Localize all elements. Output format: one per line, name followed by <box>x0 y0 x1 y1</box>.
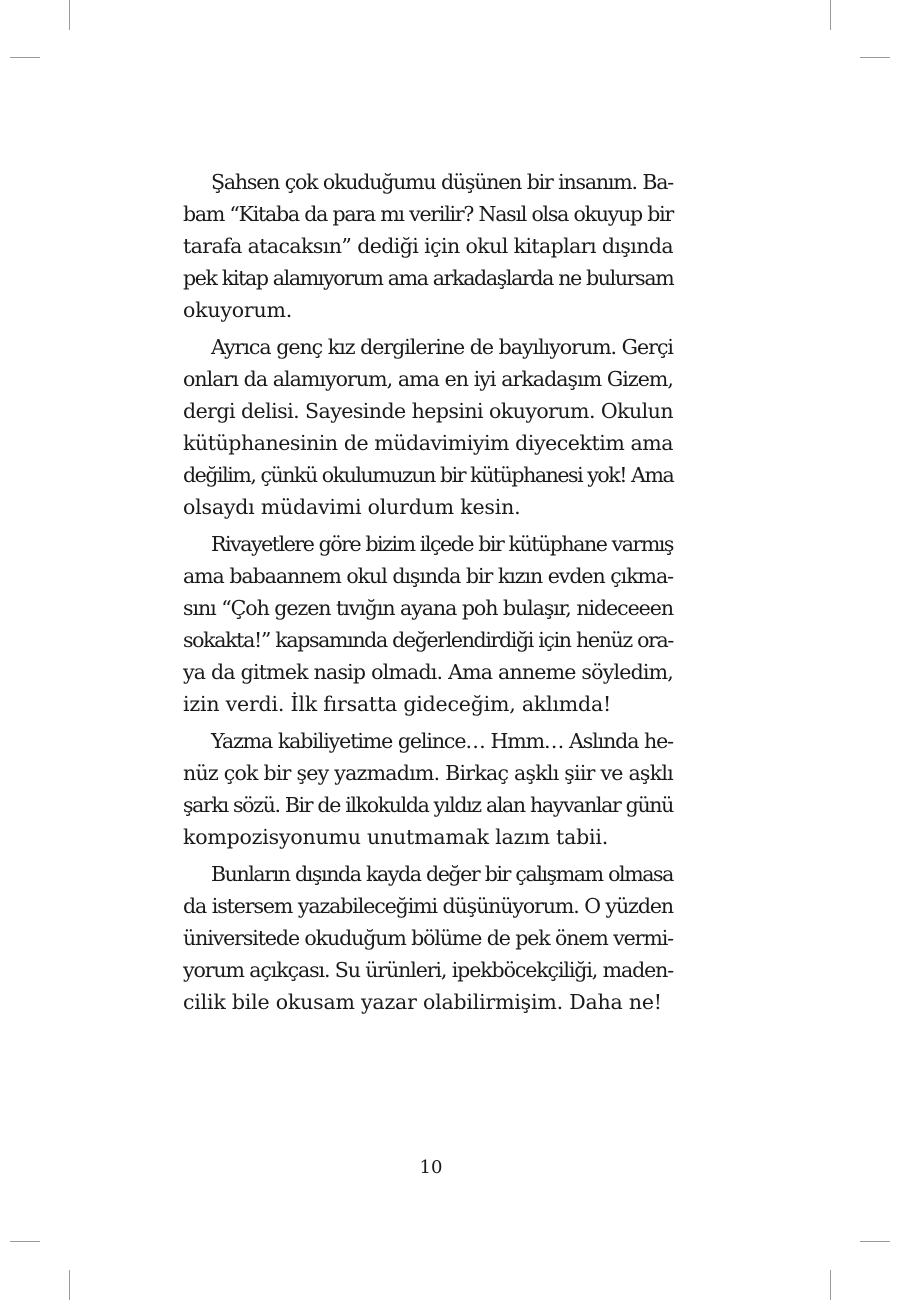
crop-mark-top-right-horizontal <box>860 57 890 58</box>
body-text <box>183 166 673 1023</box>
text-line: değilim, çünkü okulumuzun bir kütüphanesi yok! Ama <box>183 463 674 487</box>
page-number: 10 <box>419 1157 443 1178</box>
crop-mark-bottom-left-vertical <box>69 1270 70 1300</box>
crop-mark-bottom-left-horizontal <box>10 1241 40 1242</box>
text-line: okuyorum. <box>183 298 293 322</box>
text-line: bam “Kitaba da para mı verilir? Nasıl olsa okuyup bir <box>183 202 673 226</box>
text-line: olsaydı müdavimi olurdum kesin. <box>183 495 521 519</box>
crop-mark-top-left-vertical <box>69 0 70 30</box>
text-line: üniversitede okuduğum bölüme de pek önem vermi- <box>183 926 673 950</box>
text-line: kütüphanesinin de müdavimiyim diyecektim ama <box>183 431 673 455</box>
text-line: onları da alamıyorum, ama en iyi arkadaşım Gizem, <box>183 367 673 391</box>
paragraph <box>183 331 673 523</box>
paragraph <box>183 725 673 853</box>
text-line: cilik bile okusam yazar olabilirmişim. Daha ne! <box>183 990 662 1014</box>
text-line: da istersem yazabileceğimi düşünüyorum. O yüzden <box>183 894 673 918</box>
text-line: Şahsen çok okuduğumu düşünen bir insanım. Ba- <box>211 170 673 194</box>
text-line: kompozisyonumu unutmamak lazım tabii. <box>183 825 609 849</box>
text-line: Yazma kabiliyetime gelince… Hmm… Aslında he- <box>211 729 673 753</box>
text-line: Ayrıca genç kız dergilerine de bayılıyorum. Gerçi <box>211 335 673 359</box>
crop-mark-top-right-vertical <box>830 0 831 30</box>
text-line: pek kitap alamıyorum ama arkadaşlarda ne bulursam <box>183 266 674 290</box>
text-line: Rivayetlere göre bizim ilçede bir kütüphane varmış <box>211 532 673 556</box>
text-line: nüz çok bir şey yazmadım. Birkaç aşklı şiir ve aşklı <box>183 761 673 785</box>
text-line: sokakta!” kapsamında değerlendirdiği için henüz ora- <box>183 628 673 652</box>
paragraph <box>183 528 673 720</box>
text-line: ya da gitmek nasip olmadı. Ama anneme söyledim, <box>183 660 673 684</box>
paragraph <box>183 858 673 1018</box>
crop-mark-bottom-right-horizontal <box>860 1241 890 1242</box>
text-line: Bunların dışında kayda değer bir çalışmam olmasa <box>211 862 673 886</box>
text-line: şarkı sözü. Bir de ilkokulda yıldız alan hayvanlar günü <box>183 793 673 817</box>
text-line: yorum açıkçası. Su ürünleri, ipekböcekçiliği, maden- <box>183 958 674 982</box>
crop-mark-bottom-right-vertical <box>830 1270 831 1300</box>
paragraph <box>183 166 673 326</box>
crop-mark-top-left-horizontal <box>10 57 40 58</box>
text-line: sını “Çoh gezen tıvığın ayana poh bulaşır, nideceeen <box>183 596 673 620</box>
text-line: tarafa atacaksın” dediği için okul kitapları dışında <box>183 234 673 258</box>
text-line: dergi delisi. Sayesinde hepsini okuyorum. Okulun <box>183 399 673 423</box>
text-line: ama babaannem okul dışında bir kızın evden çıkma- <box>183 564 673 588</box>
text-line: izin verdi. İlk fırsatta gideceğim, aklımda! <box>183 692 612 716</box>
